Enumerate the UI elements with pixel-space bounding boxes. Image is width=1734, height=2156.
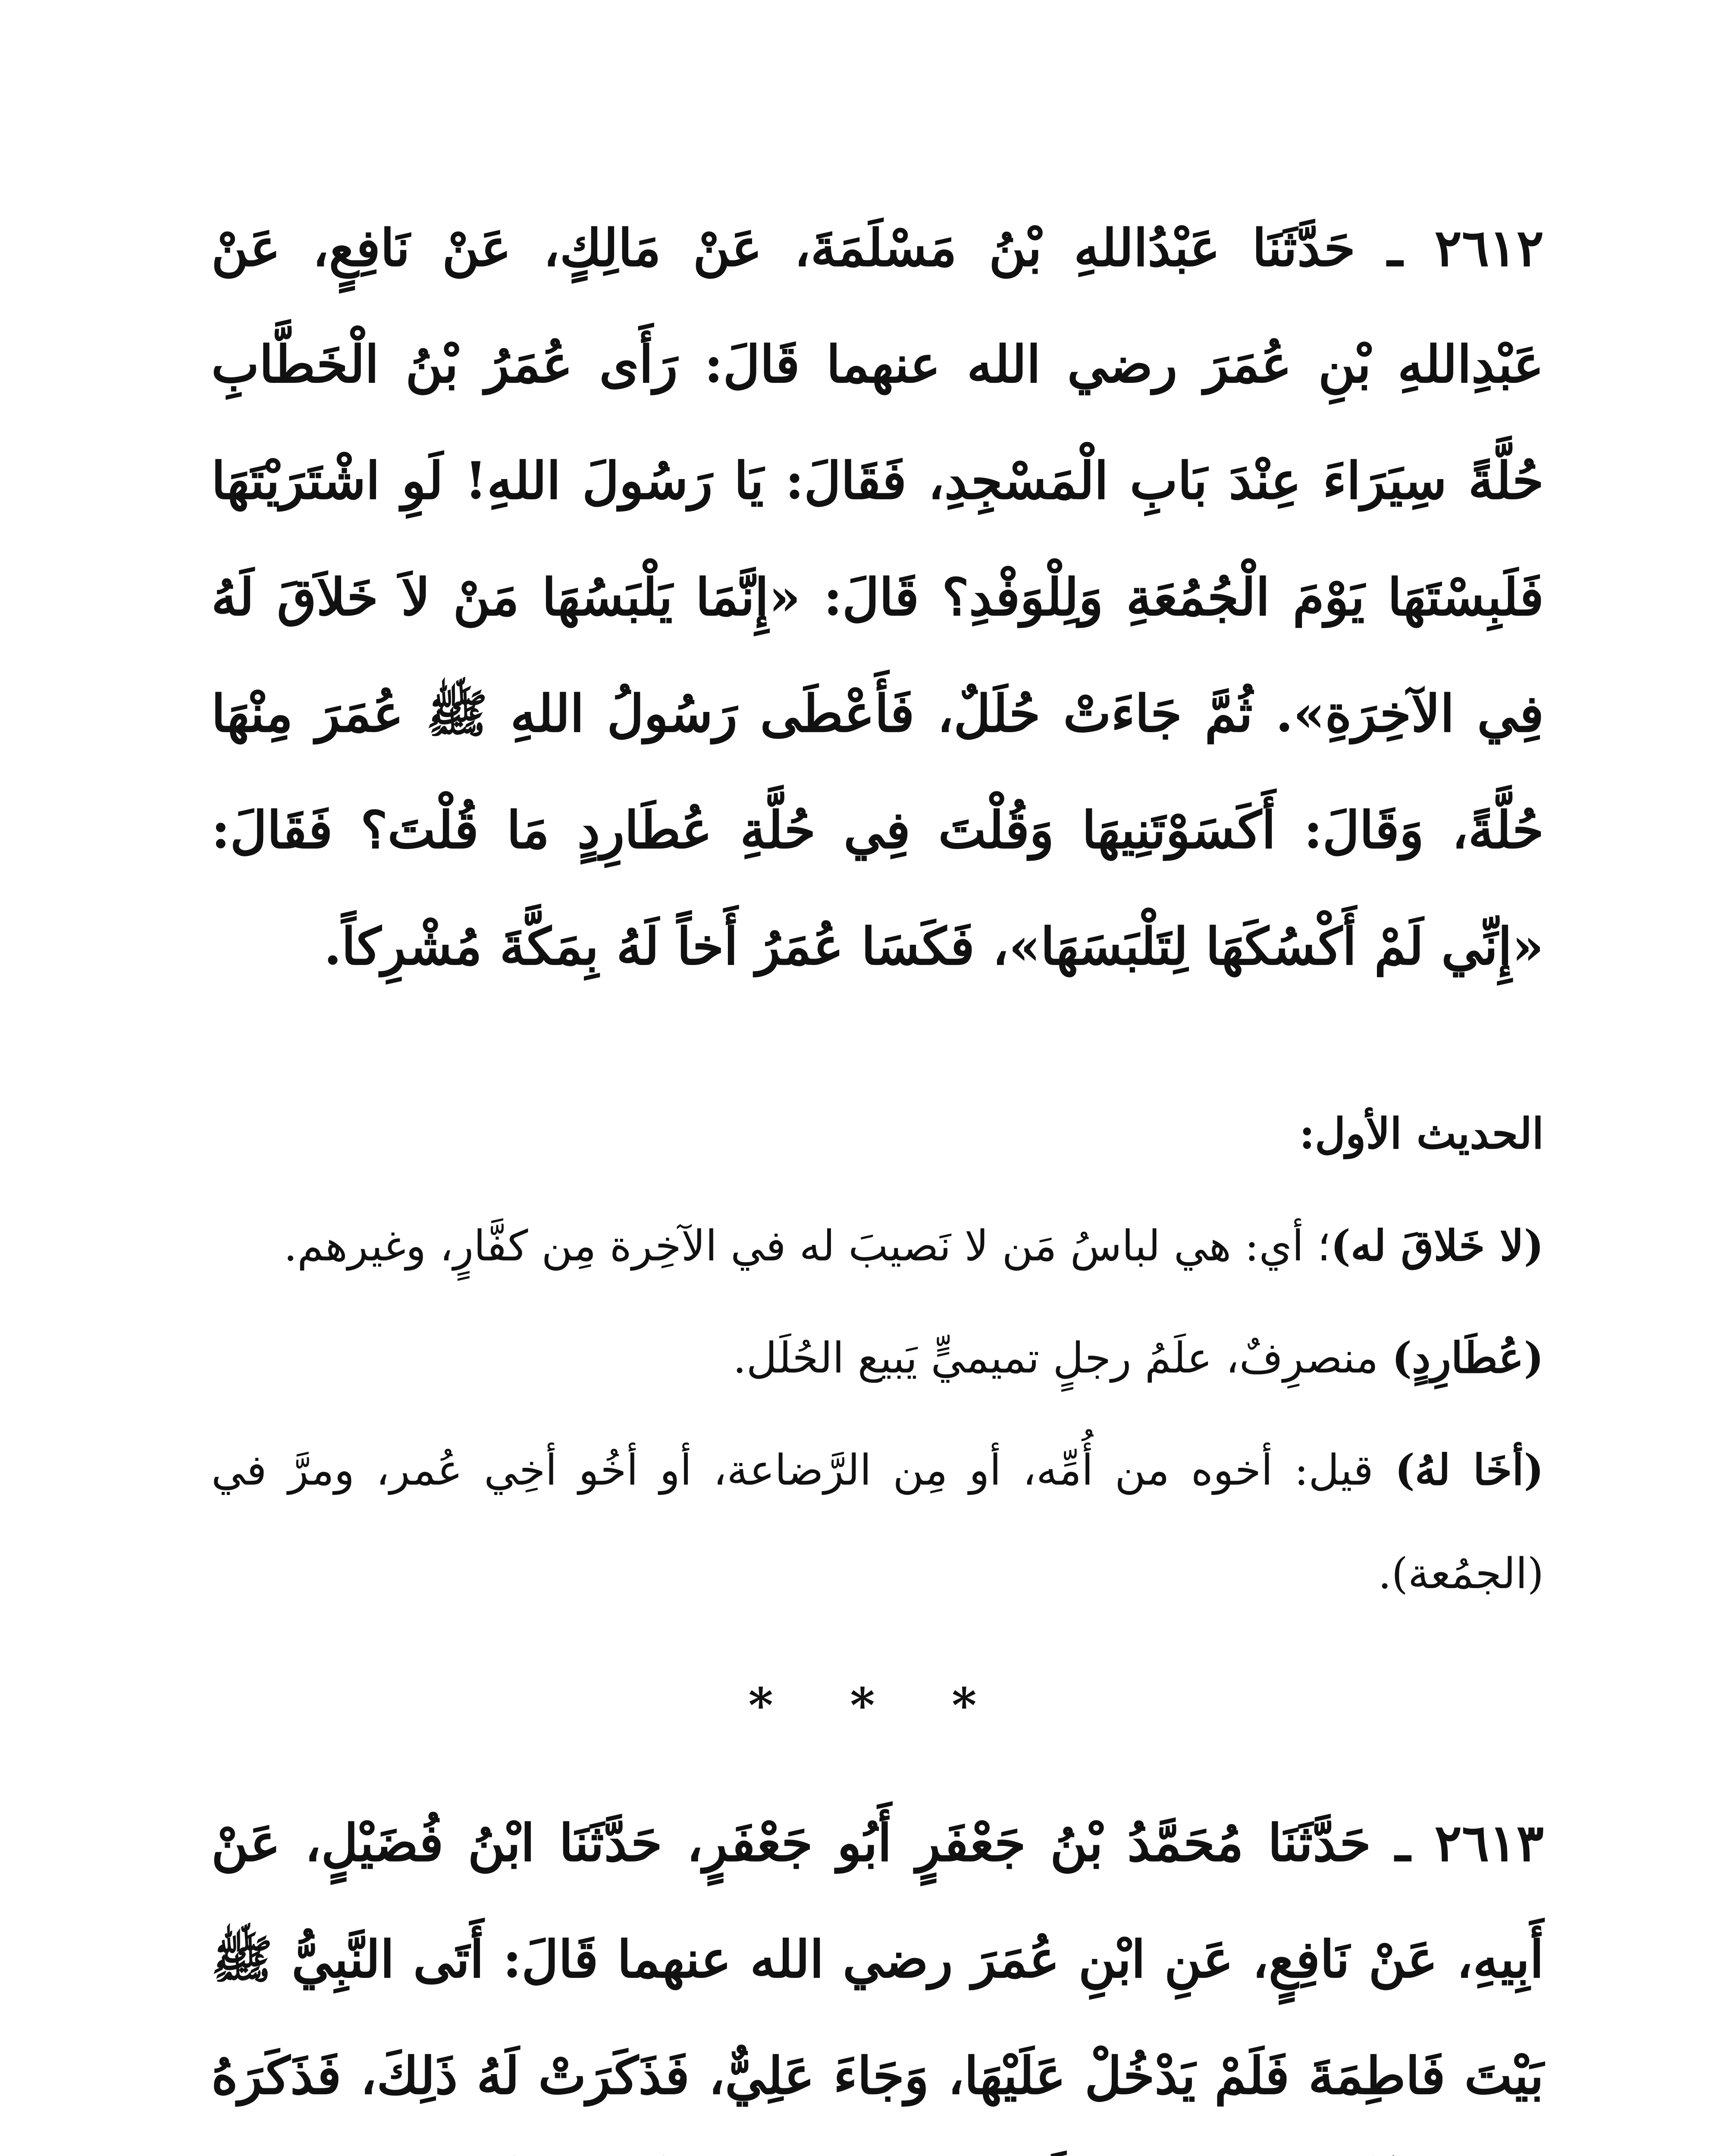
- note-text: ؛ أي: هي لباسُ مَن لا نَصيبَ له في الآخِرة مِن كفَّارٍ، وغيرهم.: [283, 1222, 1331, 1271]
- commentary-title: الحديث الأول:: [1299, 1109, 1544, 1159]
- commentary-note: [211, 1419, 1544, 1626]
- hadith-2612-text: ٢٦١٢ ـ حَدَّثَنَا عَبْدُاللهِ بْنُ مَسْلَمَةَ، عَنْ مَالِكٍ، عَنْ نَافِعٍ، عَنْ عَبْدِاللهِ بْنِ عُمَرَ رضي الله عنهما قَالَ: رَأَى عُمَرُ بْنُ الْخَطَّابِ حُلَّةً سِيَرَاءَ عِنْدَ بَابِ الْمَسْجِدِ، فَقَالَ: يَا رَسُولَ اللهِ! لَوِ اشْتَرَيْتَهَا فَلَبِسْتَهَا يَوْمَ الْجُمُعَةِ وَلِلْوَفْدِ؟ قَالَ: «إِنَّمَا يَلْبَسُهَا مَنْ لاَ خَلاَقَ لَهُ فِي الآخِرَةِ». ثُمَّ جَاءَتْ حُلَلٌ، فَأَعْطَى رَسُولُ اللهِ ﷺ عُمَرَ مِنْهَا حُلَّةً، وَقَالَ: أَكَسَوْتَنِيهَا وَقُلْتَ فِي حُلَّةِ عُطَارِدٍ مَا قُلْتَ؟ فَقَالَ: «إِنِّي لَمْ أَكْسُكَهَا لِتَلْبَسَهَا»، فَكَسَا عُمَرُ أَخاً لَهُ بِمَكَّةَ مُشْرِكاً.: [211, 218, 1544, 976]
- note-text: قيل: أخوه من أُمِّه، أو مِن الرَّضاعة، أو أخُو أخِي عُمر، ومرَّ في (الجمُعة).: [211, 1446, 1544, 1598]
- note-term: (لا خَلاقَ له): [1330, 1221, 1544, 1271]
- note-term: (عُطَارِدٍ): [1392, 1333, 1544, 1383]
- commentary-note: [211, 1307, 1544, 1410]
- note-term: (أخَا لهُ): [1395, 1445, 1544, 1495]
- commentary-note: [211, 1194, 1544, 1298]
- hadith-2613-text: ٢٦١٣ ـ حَدَّثَنَا مُحَمَّدُ بْنُ جَعْفَرٍ أَبُو جَعْفَرٍ، حَدَّثَنَا ابْنُ فُضَيْلٍ، عَنْ أَبِيهِ، عَنْ نَافِعٍ، عَنِ ابْنِ عُمَرَ رضي الله عنهما قَالَ: أَتَى النَّبِيُّ ﷺ بَيْتَ فَاطِمَةَ فَلَمْ يَدْخُلْ عَلَيْهَا، وَجَاءَ عَلِيٌّ، فَذَكَرَتْ لَهُ ذَلِكَ، فَذَكَرَهُ: [211, 1813, 1544, 2106]
- book-page: [211, 190, 1544, 2156]
- section-divider: * * *: [748, 1677, 1007, 1733]
- note-text: منصرِفٌ، علَمُ رجلٍ تميميٍّ يَبيع الحُلَل.: [733, 1334, 1392, 1383]
